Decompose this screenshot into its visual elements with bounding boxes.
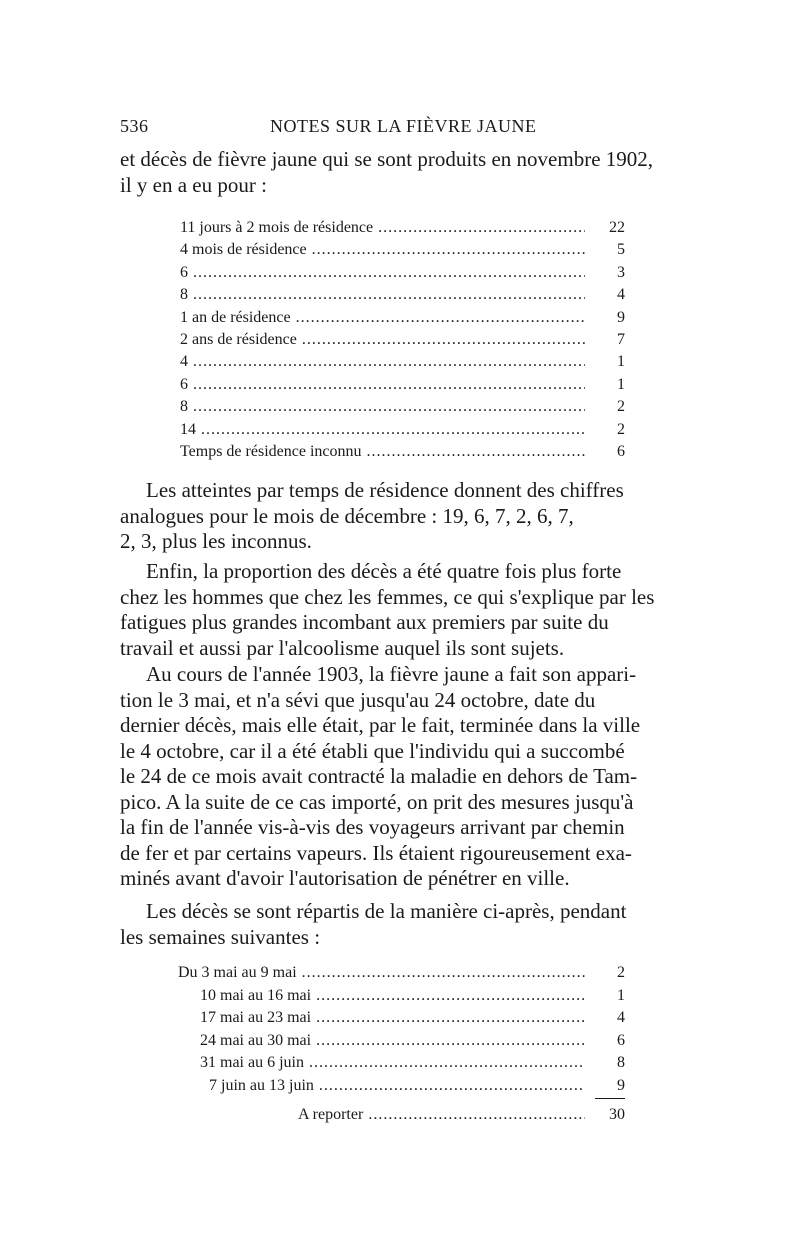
row-label: 10 mai au 16 mai ..... [200,985,585,1008]
row-label: 17 mai au 23 mai ..... [200,1007,585,1030]
text-line: il y en a eu pour : [120,172,267,197]
table-row [180,374,625,396]
text-line: la fin de l'année vis-à-vis des voyageurs arrivant par chemin [120,815,625,839]
table-row [178,1030,625,1053]
table-row [180,351,625,373]
table-row [178,962,625,985]
row-label: 8 ..... [180,284,585,306]
row-label: 24 mai au 30 mai ..... [200,1030,585,1053]
row-label: 8 ..... [180,396,585,418]
table-row [180,329,625,351]
row-value: 2 [617,420,625,438]
carry-forward-row [178,1104,625,1127]
text-line: Au cours de l'année 1903, la fièvre jaune a fait son appari- [146,662,637,686]
row-value: 2 [617,964,625,981]
text-line: de fer et par certains vapeurs. Ils étaient rigoureusement exa- [120,840,632,865]
table-row [180,307,625,329]
text-line: Les décès se sont répartis de la manière ci-après, pendant [146,899,627,923]
text-line: 2, 3, plus les inconnus. [120,529,312,553]
row-label: 4 ..... [180,351,585,373]
row-label: Temps de résidence inconnu ..... [180,441,585,463]
row-label: 1 an de résidence ..... [180,307,585,329]
row-label: Du 3 mai au 9 mai ..... [178,962,585,985]
table-row [180,396,625,418]
row-value: 8 [617,1054,625,1072]
row-value: 4 [617,1009,625,1027]
row-label: 4 mois de résidence ..... [180,239,585,261]
row-value: 9 [617,308,625,326]
row-value: 30 [609,1105,625,1123]
text-line: les semaines suivantes : [120,924,321,949]
row-label: 6 ..... [180,374,585,396]
row-label: 14 ..... [180,419,585,441]
row-value: 22 [609,219,625,236]
paragraph [120,662,680,892]
table-row [178,985,625,1008]
row-label: 11 jours à 2 mois de résidence ..... [180,217,585,239]
table-row [180,217,625,239]
weeks-table [178,962,625,1126]
intro-paragraph [120,147,680,198]
row-value: 3 [617,263,625,281]
row-value: 1 [617,375,625,393]
text-line: fatigues plus grandes incombant aux premiers par suite du [120,610,609,634]
table-row [180,284,625,306]
text-line: Enfin, la proportion des décès a été quatre fois plus forte [146,559,622,583]
text-line: analogues pour le mois de décembre : 19, 6, 7, 2, 6, 7, [120,503,574,528]
text-line: Les atteintes par temps de résidence donnent des chiffres [146,478,624,502]
table-row [178,1007,625,1030]
text-line: minés avant d'avoir l'autorisation de pénétrer en ville. [120,866,570,890]
row-value: 1 [617,353,625,371]
row-value: 5 [617,241,625,259]
table-row [178,1052,625,1075]
row-label: 31 mai au 6 juin ..... [200,1052,585,1075]
table-row [180,441,625,463]
row-label: 2 ans de résidence ..... [180,329,585,351]
table-row [178,1075,625,1098]
row-value: 6 [617,1031,625,1049]
text-line: dernier décès, mais elle était, par le fait, terminée dans la ville [120,713,641,737]
page-number: 536 [120,116,149,136]
running-title: NOTES SUR LA FIÈVRE JAUNE [270,116,537,136]
row-value: 4 [617,286,625,304]
paragraph [120,478,680,555]
text-line: tion le 3 mai, et n'a sévi que jusqu'au 24 octobre, date du [120,687,596,712]
row-value: 7 [617,330,625,348]
text-line: le 4 octobre, car il a été établi que l'individu qui a succombé [120,738,625,763]
text-line: le 24 de ce mois avait contracté la maladie en dehors de Tam- [120,764,638,788]
text-line: pico. A la suite de ce cas importé, on prit des mesures jusqu'à [120,789,634,814]
text-line: chez les hommes que chez les femmes, ce qui s'explique par les [120,584,655,609]
table-row [180,262,625,284]
row-label: 7 juin au 13 juin ..... [209,1075,585,1098]
row-value: 9 [595,1075,625,1099]
text-line: et décès de fièvre jaune qui se sont produits en novembre 1902, [120,147,654,171]
paragraph [120,559,680,661]
row-value: 1 [617,986,625,1004]
row-value: 2 [617,398,625,416]
paragraph [120,899,680,950]
residence-table [180,217,625,463]
text-line: travail et aussi par l'alcoolisme auquel ils sont sujets. [120,635,565,660]
row-value: 6 [617,442,625,460]
table-row [180,419,625,441]
row-label: 6 ..... [180,262,585,284]
row-label: A reporter ..... [298,1104,585,1127]
table-row [180,239,625,261]
